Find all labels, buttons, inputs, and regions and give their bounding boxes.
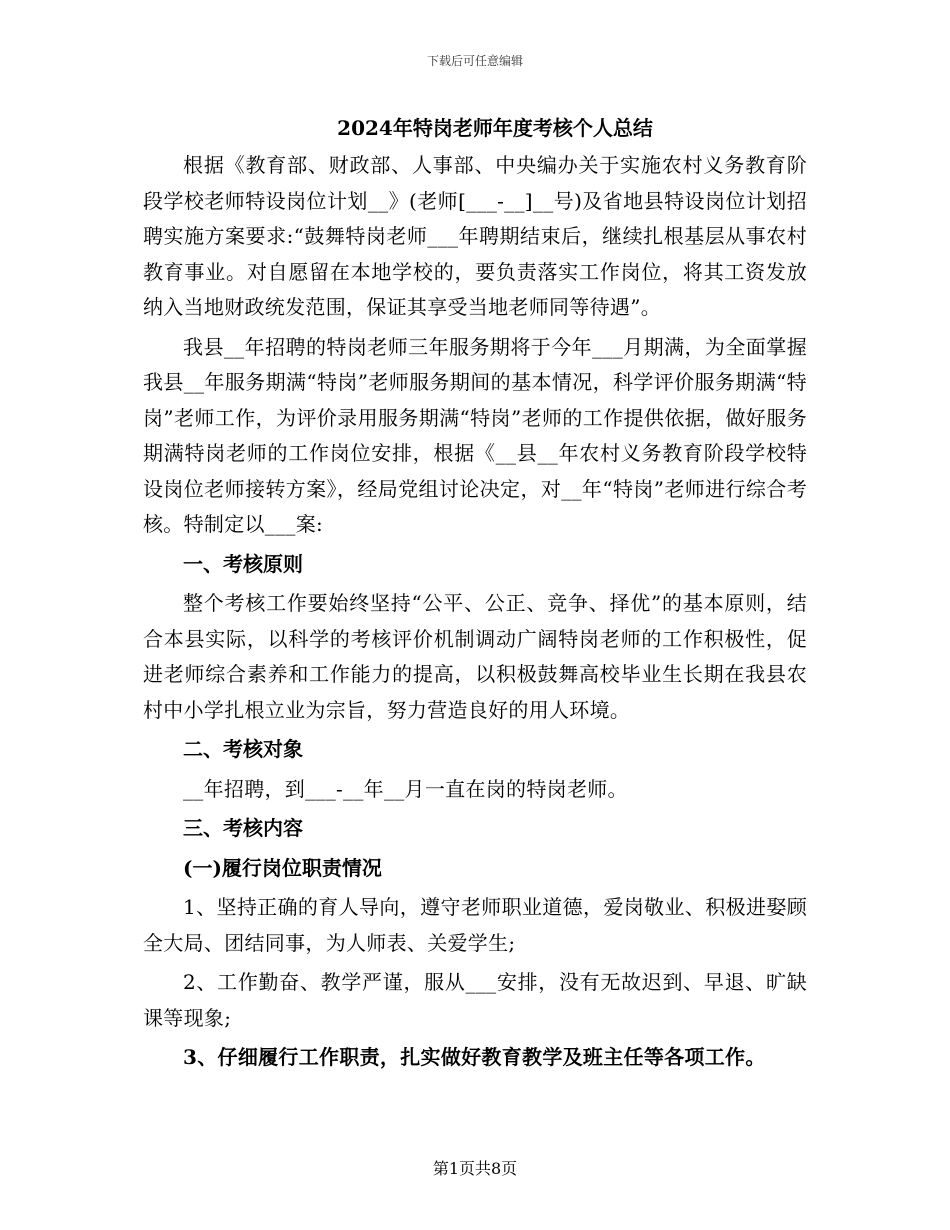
list-item-3: 3、仔细履行工作职责，扎实做好教育教学及班主任等各项工作。	[183, 1045, 766, 1069]
paragraph-background: 我县__年招聘的特岗老师三年服务期将于今年___月期满，为全面掌握我县__年服务期满“特岗”老师服务期间的基本情况，科学评价服务期满“特岗”老师工作，为评价录用服务期满“特岗”老师的工作提供依据，做好服务期满特岗老师的工作岗位安排，根据《__县__年农村义务教育阶段学校特设岗位老师接转方案》，经局党组讨论决定，对__年“特岗”老师进行综合考核。特制定以___案:	[143, 334, 807, 536]
section-heading-targets: 二、考核对象	[183, 737, 303, 761]
document-title: 2024年特岗老师年度考核个人总结	[337, 116, 653, 140]
section-heading-content: 三、考核内容	[183, 816, 303, 840]
paragraph-targets: __年招聘，到___-__年__月一直在岗的特岗老师。	[183, 776, 628, 801]
section-heading-principles: 一、考核原则	[183, 551, 303, 576]
paragraph-principles: 整个考核工作要始终坚持“公平、公正、竞争、择优”的基本原则，结合本县实际，以科学的考核评价机制调动广阔特岗老师的工作积极性，促进老师综合素养和工作能力的提高，以积极鼓舞高校毕业生长期在我县农村中小学扎根立业为宗旨，努力营造良好的用人环境。	[143, 591, 807, 722]
paragraph-intro: 根据《教育部、财政部、人事部、中央编办关于实施农村义务教育阶段学校老师特设岗位计划__》(老师[___-__]__号)及省地县特设岗位计划招聘实施方案要求:“鼓舞特岗老师___年聘期结束后，继续扎根基层从事农村教育事业。对自愿留在本地学校的，要负责落实工作岗位，将其工资发放纳入当地财政统发范围，保证其享受当地老师同等待遇”。	[143, 153, 807, 319]
header-note: 下载后可任意编辑	[426, 54, 523, 68]
list-item-2: 2、工作勤奋、教学严谨，服从___安排，没有无故迟到、早退、旷缺课等现象;	[143, 970, 807, 1030]
page-footer: 第1页共8页	[432, 1159, 518, 1178]
document-body	[143, 112, 807, 1076]
list-item-1: 1、坚持正确的育人导向，遵守老师职业道德，爱岗敬业、积极进娶顾全大局、团结同事，为人师表、关爱学生;	[143, 895, 807, 955]
subsection-heading-duties: (一)履行岗位职责情况	[183, 855, 382, 880]
